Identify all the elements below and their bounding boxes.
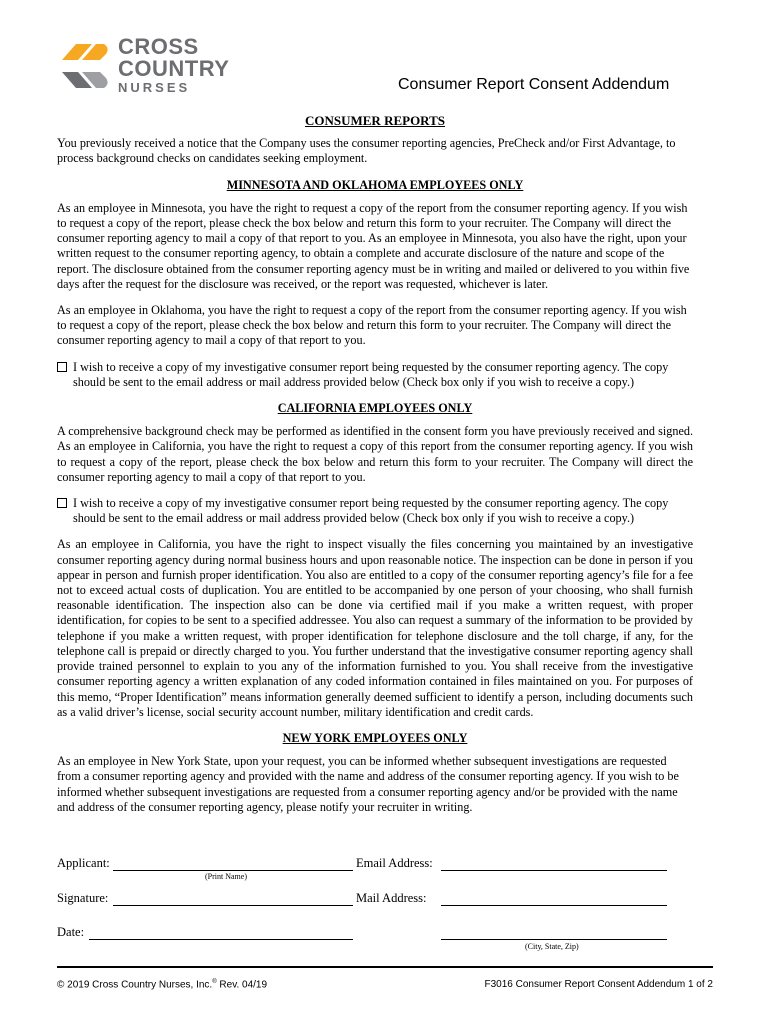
- california-paragraph-1: A comprehensive background check may be performed as identified in the consent form you have previously received and signed. As an employee in California, you have the right to request a copy of this report from the consumer reporting agency. If you wish to request a copy of the report, please check the box below and return this form to your recruiter. The Company will direct the consumer reporting agency to mail a copy of that report to you.: [57, 424, 693, 484]
- mn-ok-heading: MINNESOTA AND OKLAHOMA EMPLOYEES ONLY: [226, 177, 524, 192]
- mail-address-field[interactable]: [441, 891, 667, 906]
- logo-line-2: COUNTRY: [118, 56, 230, 81]
- footer-revision: Rev. 04/19: [216, 979, 268, 991]
- ca-copy-request: [57, 496, 693, 526]
- ca-copy-checkbox[interactable]: [57, 498, 67, 508]
- footer-form-id: F3016 Consumer Report Consent Addendum 1 of 2: [484, 979, 713, 990]
- ca-checkbox-label: I wish to receive a copy of my investigative consumer report being requested by the consumer reporting agency. The copy should be sent to the email address or mail address provided below (Check box only if you wish to receive a copy.): [73, 496, 669, 526]
- print-name-hint: (Print Name): [205, 872, 247, 881]
- california-paragraph-2: As an employee in California, you have the right to inspect visually the files concerning you maintained by an investigative consumer reporting agency during normal business hours and upon reasonable notice. The inspection can be done in person if you appear in person and furnish proper identification. You also are entitled to a copy of the consumer reporting agency’s file for a fee not to exceed actual costs of duplication. You are entitled to be accompanied by one person of your choosing, who shall furnish reasonable identification. The inspection also can be done via certified mail if you make a written request, with proper identification, for copies to be sent to a specified addressee. You also can request a summary of the information to be provided by telephone if you make a written request, with proper identification for telephone disclosure and the toll charge, if any, for the telephone call is prepaid or directly charged to you. You further understand that the investigative consumer reporting agency shall provide trained personnel to explain to you any of the information furnished to you. You shall receive from the investigative consumer reporting agency a written explanation of any coded information contained in files maintained on you. For purposes of this memo, “Proper Identification” means information generally deemed sufficient to identify a person, including documents such as a valid driver’s license, social security account number, military identification and credit cards.: [57, 537, 693, 719]
- mn-ok-checkbox-label: I wish to receive a copy of my investigative consumer report being requested by the consumer reporting agency. The copy should be sent to the email address or mail address provided below (Check box only if you wish to receive a copy.): [73, 359, 669, 389]
- document-body: [57, 113, 693, 815]
- footer-copyright: [57, 979, 267, 990]
- consumer-reports-text: You previously received a notice that the Company uses the consumer reporting agencies, PreCheck and/or First Advantage, to process background checks on candidates seeking employment.: [57, 136, 676, 166]
- date-field[interactable]: [89, 925, 353, 940]
- minnesota-paragraph: As an employee in Minnesota, you have the right to request a copy of the report from the consumer reporting agency. If you wish to request a copy of the report, please check the box below and return this form to your recruiter. The Company will direct the consumer reporting agency to mail a copy of that report to you. As an employee in Minnesota, you also have the right, upon your written request to the consumer reporting agency, to obtain a complete and accurate disclosure of the nature and scope of the report. The disclosure obtained from the consumer reporting agency must be in writing and mailed or delivered to you within five days after the request for the disclosure was received, or the report was requested, whichever is later.: [57, 200, 690, 291]
- mn-ok-copy-checkbox[interactable]: [57, 362, 67, 372]
- logo-line-3: NURSES: [118, 80, 191, 95]
- logo-chevron-icon: [58, 40, 112, 92]
- mail-address-label: Mail Address:: [356, 891, 427, 905]
- email-address-field[interactable]: [441, 856, 667, 871]
- signature-field[interactable]: [113, 891, 353, 906]
- applicant-name-field[interactable]: [113, 856, 353, 871]
- logo-wordmark: [118, 36, 229, 95]
- signature-form: [57, 854, 677, 954]
- new-york-heading: NEW YORK EMPLOYEES ONLY: [282, 730, 468, 745]
- signature-label: Signature:: [57, 891, 109, 905]
- date-label: Date:: [57, 925, 85, 939]
- applicant-label: Applicant:: [57, 856, 110, 870]
- city-state-zip-field[interactable]: [441, 925, 667, 940]
- logo-line-1: CROSS: [118, 34, 199, 59]
- new-york-paragraph: As an employee in New York State, upon your request, you can be informed whether subsequent investigations are requested from a consumer reporting agency and provided with the name and address of the consumer reporting agency. If you wish to be informed whether subsequent investigations are requested from a consumer reporting agency and/or be provided with the name and address of the consumer reporting agency, please notify your recruiter in writing.: [57, 754, 679, 814]
- company-logo: [58, 36, 248, 96]
- city-state-zip-hint: (City, State, Zip): [525, 942, 579, 951]
- california-heading: CALIFORNIA EMPLOYEES ONLY: [277, 401, 473, 416]
- consumer-reports-heading: CONSUMER REPORTS: [304, 113, 446, 128]
- footer-copyright-text: © 2019 Cross Country Nurses, Inc.: [57, 979, 213, 991]
- email-label: Email Address:: [356, 856, 433, 870]
- mn-ok-copy-request: [57, 360, 693, 390]
- registered-mark: ®: [212, 979, 217, 985]
- document-title: Consumer Report Consent Addendum: [398, 76, 670, 93]
- oklahoma-paragraph: As an employee in Oklahoma, you have the right to request a copy of the report from the consumer reporting agency. If you wish to request a copy of the report, please check the box below and return this form to your recruiter. The Company will direct the consumer reporting agency to mail a copy of that report to you.: [57, 303, 687, 348]
- footer-divider: [57, 966, 713, 968]
